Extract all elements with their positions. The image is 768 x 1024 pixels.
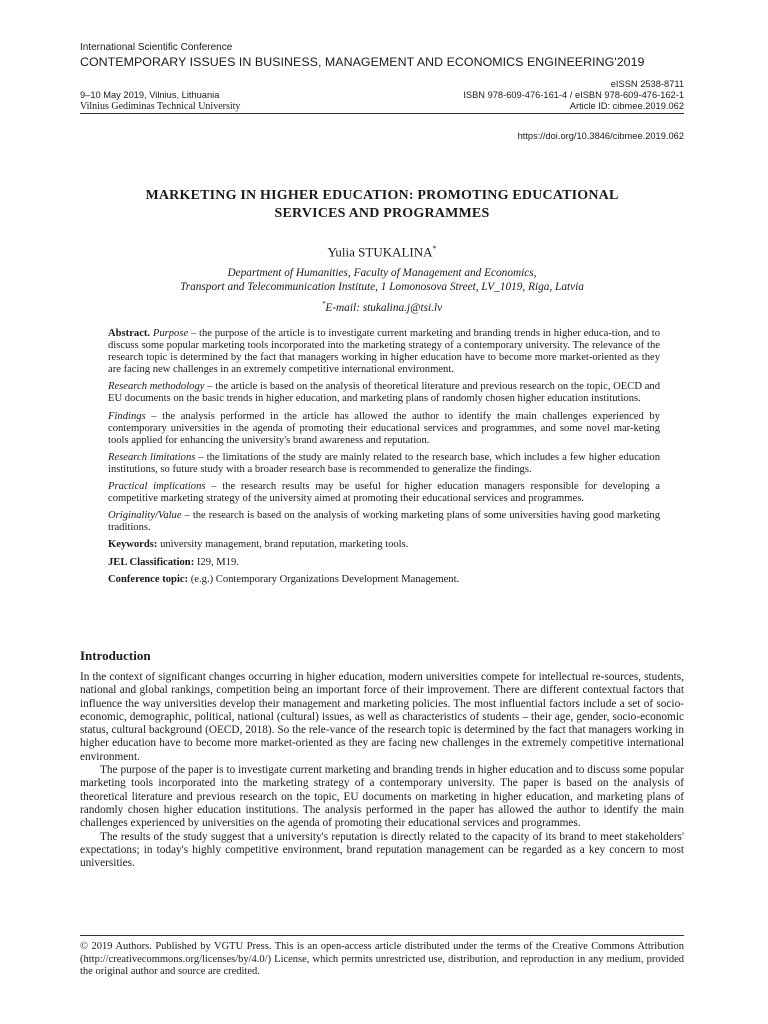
introduction-paragraph-2: The purpose of the paper is to investigate current marketing and branding trends in higher education and to discuss some popular marketing tools incorporated into the marketing strategy of a contemporary university. The paper is based on the analysis of theoretical literature and previous research on the topic, EU documents on marketing in higher education, and marketing plans of randomly chosen higher education institutions. The analysis performed in the paper has allowed the author to identify the main challenges experienced by universities on the agenda of promoting their educational services and programmes. xyxy=(80,764,684,830)
conference-label: International Scientific Conference xyxy=(80,42,233,53)
author xyxy=(80,244,684,260)
introduction-paragraph-1: In the context of significant changes occurring in higher education, modern universities compete for intellectual re-sources, students, national and global rankings, competition being an important force of their improvement. There are different contextual factors that influence the way universities develop their management and marketing policies. The most influential factors include a set of socio-economic, demographic, political, national (cultural) issues, as well as characteristics of students – their age, gender, socio-economic status, cultural background (OECD, 2018). So the rele-vance of the research topic is determined by the fact that managers working in higher education have to become more market-oriented as they are facing new challenges in the extremely competitive international environment. xyxy=(80,671,684,763)
abstract-limitations xyxy=(108,452,660,476)
purpose-label: Purpose xyxy=(152,328,189,339)
limitations-label: Research limitations xyxy=(108,451,196,463)
jel-text: I29, M19. xyxy=(194,556,239,568)
abstract-label: Abstract. xyxy=(108,328,151,339)
paper-title-line-2: SERVICES AND PROGRAMMES xyxy=(274,206,490,221)
topic-label: Conference topic: xyxy=(108,573,189,585)
abstract-implications xyxy=(108,481,660,505)
abstract xyxy=(108,328,660,591)
methodology-label: Research methodology xyxy=(108,381,205,393)
license-footnote: © 2019 Authors. Published by VGTU Press. This is an open-access article distributed under the terms of the Creative Commons Attribution (http://creativecommons.org/licenses/by/4.0/) License, which permits unrestricted use, distribution, and reproduction in any medium, provided the original author and source are credited. xyxy=(80,941,684,978)
jel-label: JEL Classification: xyxy=(108,556,195,568)
abstract-originality xyxy=(108,510,660,534)
author-email xyxy=(80,300,684,314)
article-id: Article ID: cibmee.2019.062 xyxy=(569,101,684,111)
email-text: E-mail: stukalina.j@tsi.lv xyxy=(325,301,443,314)
affiliation-line-2: Transport and Telecommunication Institute, 1 Lomonosova Street, LV_1019, Riga, Latvia xyxy=(180,281,584,293)
keywords-label: Keywords: xyxy=(108,539,158,551)
implications-text: – the research results may be useful for higher education managers responsible for developing a competitive marketing strategy of the university aimed at promoting their educational services and programmes. xyxy=(108,481,660,505)
doi-link[interactable]: https://doi.org/10.3846/cibmee.2019.062 xyxy=(517,131,684,141)
abstract-findings xyxy=(108,411,660,447)
methodology-text: – the article is based on the analysis of theoretical literature and previous research on the topic, OECD and EU documents on the basic trends in higher education, and marketing plans of randomly chosen higher education institutions. xyxy=(108,381,660,405)
conference-topic xyxy=(108,574,660,586)
findings-label: Findings xyxy=(108,410,146,422)
findings-text: – the analysis performed in the article has allowed the author to identify the main challenges experienced by contemporary universities in the agenda of promoting their educational services and programmes, and some novel mar-keting tools applied for enhancing the university's brand awareness and reputation. xyxy=(108,410,660,446)
footer-divider xyxy=(80,935,684,936)
abstract-methodology xyxy=(108,381,660,405)
jel-classification xyxy=(108,557,660,569)
author-name: Yulia STUKALINA xyxy=(327,244,433,260)
eissn: eISSN 2538-8711 xyxy=(610,79,684,89)
header-left-block xyxy=(80,90,240,112)
isbn: ISBN 978-609-476-161-4 / eISBN 978-609-476-162-1 xyxy=(463,90,684,100)
paper-title-line-1: MARKETING IN HIGHER EDUCATION: PROMOTING EDUCATIONAL xyxy=(145,188,619,203)
author-footnote-mark: * xyxy=(432,244,437,253)
header-right-block xyxy=(463,79,684,112)
keywords-text: university management, brand reputation, marketing tools. xyxy=(157,539,409,551)
originality-text: – the research is based on the analysis of working marketing plans of some universities having good marketing traditions. xyxy=(108,510,660,534)
paper-title xyxy=(80,187,684,223)
affiliation-line-1: Department of Humanities, Faculty of Management and Economics, xyxy=(227,267,537,279)
email-footnote-mark: * xyxy=(321,300,326,308)
conference-title: CONTEMPORARY ISSUES IN BUSINESS, MANAGEMENT AND ECONOMICS ENGINEERING'2019 xyxy=(80,55,645,69)
originality-label: Originality/Value xyxy=(108,510,182,522)
introduction-body xyxy=(80,671,684,870)
purpose-text: – the purpose of the article is to investigate current marketing and branding trends in higher educa-tion, and to discuss some popular marketing tools incorporated into the marketing strategy of a contemporary university. The relevance of the research topic is determined by the fact that managers working in higher education have to become more market-oriented as they are facing new challenges in an extremely competitive international environment. xyxy=(108,328,661,376)
section-heading-introduction: Introduction xyxy=(80,648,151,663)
conference-dates-place: 9–10 May 2019, Vilnius, Lithuania xyxy=(80,90,220,100)
abstract-purpose xyxy=(108,328,660,376)
keywords xyxy=(108,539,660,551)
university-name: Vilnius Gediminas Technical University xyxy=(80,101,241,112)
introduction-paragraph-3: The results of the study suggest that a university's reputation is directly related to the capacity of its brand to meet stakeholders' expectations; in today's highly competitive environment, brand reputation management can be regarded as a key concern to most universities. xyxy=(80,830,684,870)
implications-label: Practical implications xyxy=(108,481,206,493)
affiliation xyxy=(80,266,684,294)
limitations-text: – the limitations of the study are mainly related to the research base, which includes a few higher education institutions, so future study with a broader research base is recommended to generalize the findings. xyxy=(108,451,660,475)
header-divider xyxy=(80,113,684,114)
topic-text: (e.g.) Contemporary Organizations Development Management. xyxy=(188,573,460,585)
